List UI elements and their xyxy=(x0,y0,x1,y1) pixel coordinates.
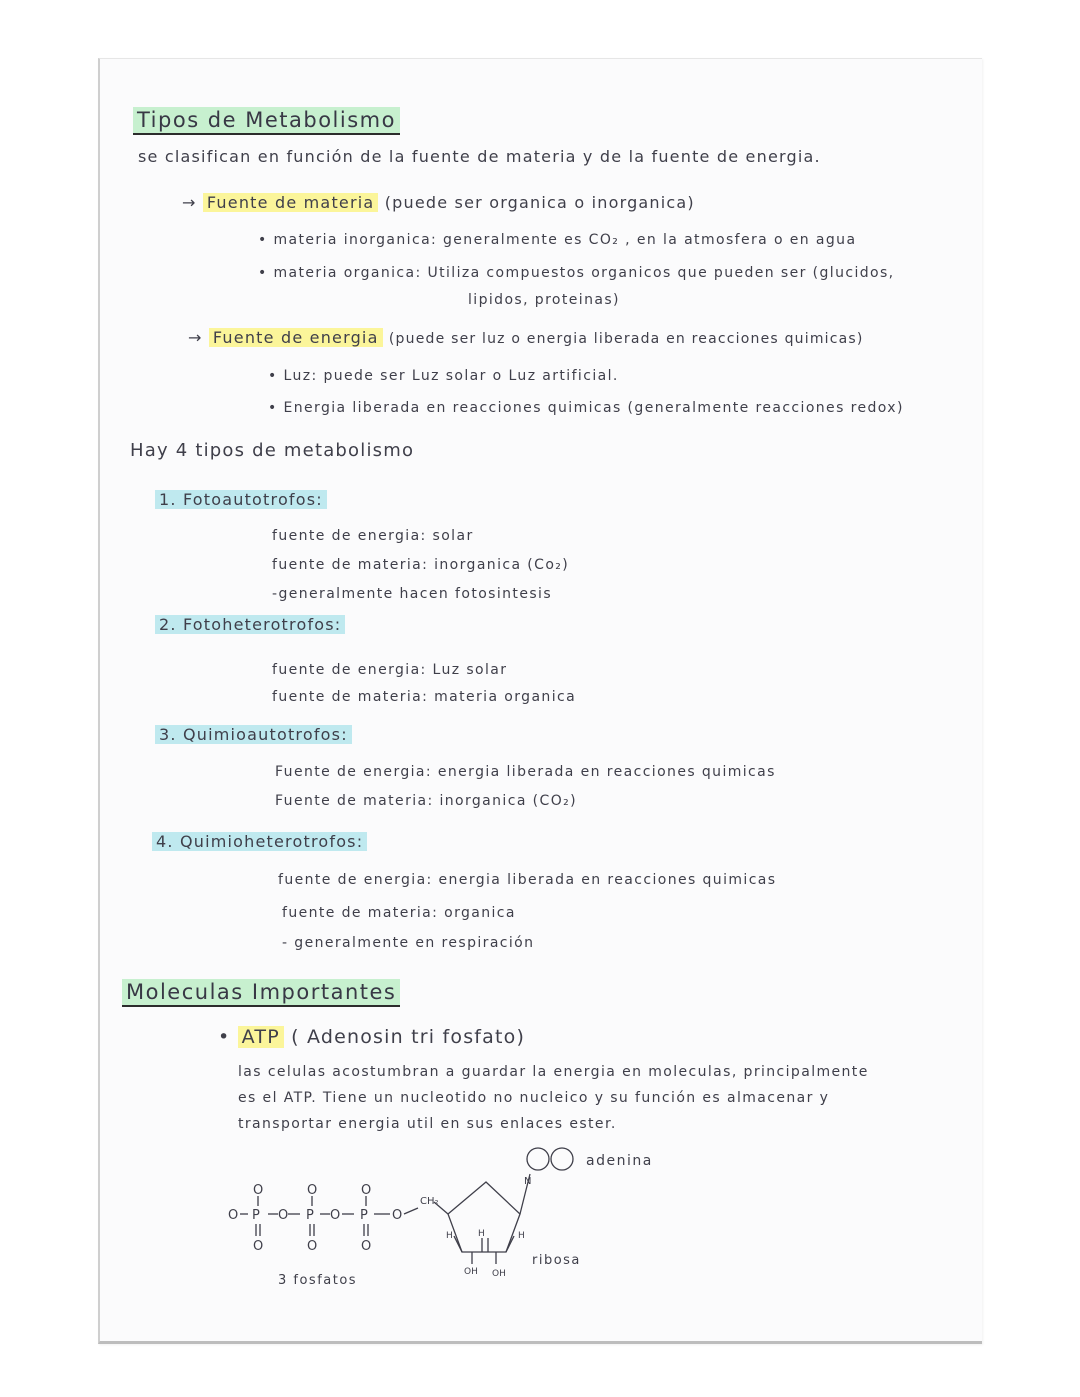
svg-text:H: H xyxy=(518,1231,525,1241)
energia-bullet-1: • Luz: puede ser Luz solar o Luz artificial. xyxy=(268,368,619,384)
svg-text:O: O xyxy=(253,1183,264,1198)
svg-text:O: O xyxy=(253,1239,264,1254)
type-1-line-2: fuente de materia: inorganica (Co₂) xyxy=(272,557,570,573)
materia-detail: (puede ser organica o inorganica) xyxy=(384,193,695,212)
arrow-right-icon: → xyxy=(182,193,197,212)
type-3-line-2: Fuente de materia: inorganica (CO₂) xyxy=(275,793,577,809)
atp-paragraph-2: es el ATP. Tiene un nucleotido no nucleico y su función es almacenar y xyxy=(238,1090,830,1106)
svg-text:OH: OH xyxy=(492,1269,506,1279)
arrow-right-icon: → xyxy=(188,328,203,347)
ch2-label: CH₂ xyxy=(420,1196,439,1207)
svg-text:O: O xyxy=(278,1208,289,1223)
adenine-label: adenina xyxy=(586,1153,653,1169)
nitrogen-label: N xyxy=(524,1176,532,1187)
atp-heading: • ATP ( Adenosin tri fosfato) xyxy=(218,1026,526,1048)
svg-text:P: P xyxy=(306,1208,314,1223)
type-4-line-3: - generalmente en respiración xyxy=(282,935,535,951)
type-3-name: 3. Quimioautotrofos: xyxy=(155,725,352,744)
adenine-rings xyxy=(527,1148,573,1170)
svg-text:O: O xyxy=(307,1183,318,1198)
section-title-molecules: Moleculas Importantes xyxy=(122,980,400,1004)
svg-text:O: O xyxy=(361,1239,372,1254)
type-1-name: 1. Fotoautotrofos: xyxy=(155,490,327,509)
atp-paragraph-3: transportar energia util en sus enlaces ester. xyxy=(238,1116,617,1132)
atp-structure-diagram xyxy=(220,1140,653,1300)
materia-label: Fuente de materia xyxy=(203,193,378,212)
svg-text:P: P xyxy=(360,1208,368,1223)
atp-paragraph-1: las celulas acostumbran a guardar la energia en moleculas, principalmente xyxy=(238,1064,869,1080)
type-1-line-1: fuente de energia: solar xyxy=(272,528,474,544)
energia-detail: (puede ser luz o energia liberada en reacciones quimicas) xyxy=(388,331,864,347)
types-count: Hay 4 tipos de metabolismo xyxy=(130,440,415,461)
type-4-name: 4. Quimioheterotrofos: xyxy=(152,832,367,851)
materia-bullet-2b: lipidos, proteinas) xyxy=(468,292,620,308)
svg-text:H: H xyxy=(446,1231,453,1241)
phosphates-label: 3 fosfatos xyxy=(278,1273,358,1288)
type-4-line-1: fuente de energia: energia liberada en reacciones quimicas xyxy=(278,872,777,888)
materia-bullet-2a: • materia organica: Utiliza compuestos organicos que pueden ser (glucidos, xyxy=(258,265,895,281)
section-title-metabolism: Tipos de Metabolismo xyxy=(133,108,400,132)
type-2-line-2: fuente de materia: materia organica xyxy=(272,689,577,705)
ribose-ring xyxy=(448,1182,520,1252)
hydroxyl-label: OH xyxy=(464,1267,478,1277)
materia-heading xyxy=(182,193,695,212)
svg-text:O: O xyxy=(307,1239,318,1254)
svg-text:O: O xyxy=(361,1183,372,1198)
materia-bullet-1: • materia inorganica: generalmente es CO₂ , en la atmosfera o en agua xyxy=(258,232,857,248)
svg-text:O: O xyxy=(330,1208,341,1223)
energia-heading xyxy=(188,328,864,347)
type-3-line-1: Fuente de energia: energia liberada en reacciones quimicas xyxy=(275,764,776,780)
intro-text: se clasifican en función de la fuente de materia y de la fuente de energia. xyxy=(138,147,821,166)
atp-full-name: ( Adenosin tri fosfato) xyxy=(291,1026,526,1048)
type-4-line-2: fuente de materia: organica xyxy=(282,905,516,921)
atp-label: ATP xyxy=(238,1026,284,1048)
energia-bullet-2: • Energia liberada en reacciones quimicas (generalmente reacciones redox) xyxy=(268,400,904,416)
ribose-label: ribosa xyxy=(532,1253,581,1268)
phosphorus-label: P xyxy=(252,1208,260,1223)
oxygen-label: O xyxy=(228,1208,239,1223)
energia-label: Fuente de energia xyxy=(209,328,383,347)
type-2-name: 2. Fotoheterotrofos: xyxy=(155,615,345,634)
svg-text:O: O xyxy=(392,1208,403,1223)
type-1-line-3: -generalmente hacen fotosintesis xyxy=(272,586,553,602)
svg-text:H: H xyxy=(478,1229,485,1239)
type-2-line-1: fuente de energia: Luz solar xyxy=(272,662,508,678)
